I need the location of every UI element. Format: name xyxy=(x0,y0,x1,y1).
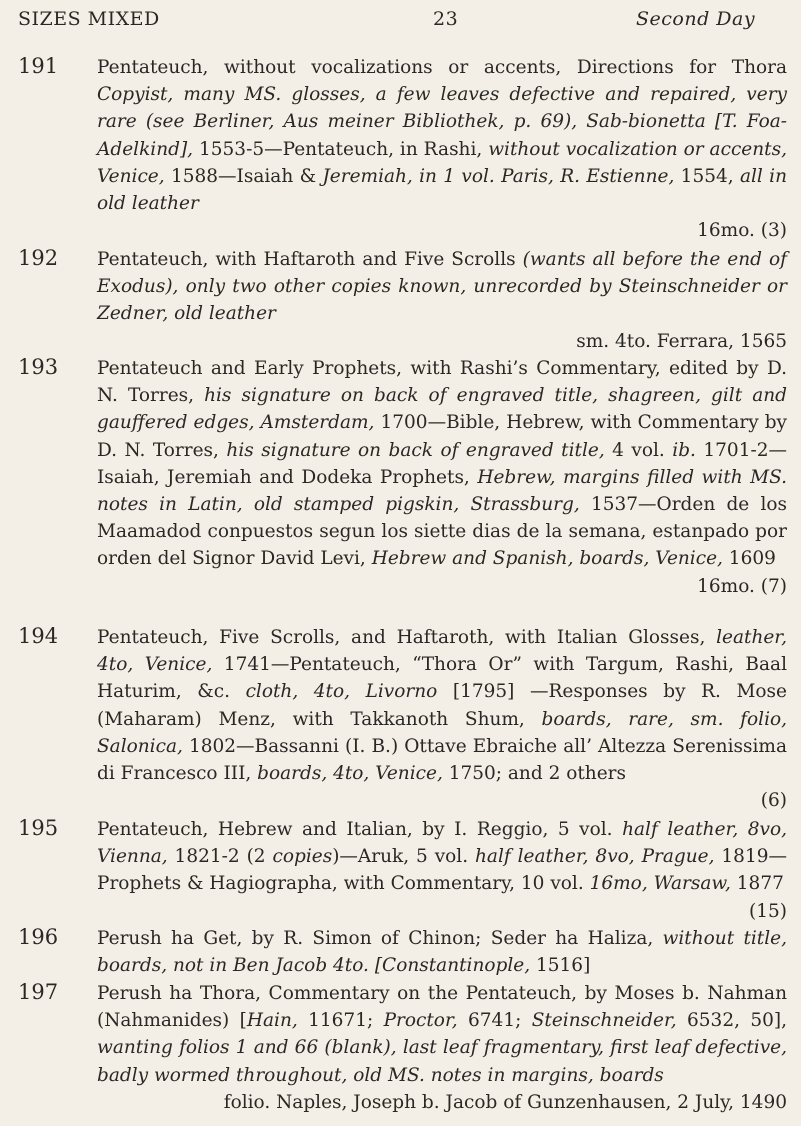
lot-text-run: 4 vol. xyxy=(604,439,673,461)
lot-text-run: Hain, xyxy=(246,1010,298,1032)
lot-text-run: boards, rare, sm. folio, Salonica, xyxy=(97,708,788,757)
lot-text-run: Proctor, xyxy=(383,1010,458,1032)
lot-text-run: )—Aruk, 5 vol. xyxy=(332,846,476,868)
lot-text-run: 1609 xyxy=(722,548,776,570)
lot-format: sm. 4to. Ferrara, 1565 xyxy=(576,330,787,352)
lot-text-run: half leather, 8vo, Vienna, xyxy=(97,819,788,868)
lot-text-run: 1588—Isaiah & xyxy=(164,165,323,187)
lot-number: 196 xyxy=(18,925,59,949)
lot-number: 194 xyxy=(18,624,59,648)
lot-text-run: Hebrew, margins filled with MS. notes in Latin, old stamped pigskin, Strassburg, xyxy=(97,466,787,516)
lot-description xyxy=(97,980,787,1116)
lot-text-run: Pentateuch, Five Scrolls, and Haftaroth, with Italian Glosses, xyxy=(97,627,717,648)
lot-text-run: Jeremiah, in 1 vol. Paris, R. Estienne, xyxy=(322,165,675,187)
lot-text-run: Perush ha Thora, Commentary on the Pentateuch, by Moses b. Nahman (Nahmanides) [ xyxy=(97,983,787,1032)
header-day-label: Second Day xyxy=(636,8,756,30)
lot-number: 197 xyxy=(18,980,59,1004)
lot-text-run: 1802—Bassanni (I. B.) Ottave Ebraiche all’ Altezza Serenissima di Francesco III, xyxy=(97,735,787,785)
lot-number: 195 xyxy=(18,816,59,840)
lot-format: folio. Naples, Joseph b. Jacob of Gunzenhausen, 2 July, 1490 xyxy=(223,1091,787,1113)
lot-format: (6) xyxy=(760,790,787,812)
lot-text-run: Copyist, many MS. glosses, a few leaves defective and repaired, very rare (see Berliner, Aus meiner Bibliothek, p. 69), Sab-bionetta [T. Foa-Adelkind], xyxy=(97,84,787,160)
lot-text-run: all in old leather xyxy=(97,165,787,215)
lot-text-run: 1741—Pentateuch, “Thora Or” with Targum, Rashi, Baal Haturim, &c. xyxy=(97,654,787,703)
page-number: 23 xyxy=(433,8,459,30)
lot-description xyxy=(97,246,787,355)
lot-text-run: 1516] xyxy=(530,955,591,977)
lot-text-run: 1700—Bible, Hebrew, with Commentary by D. N. Torres, xyxy=(97,412,787,461)
lot-text-run: (wants all before the end of Exodus), only two other copies known, unrecorded by Steinschneider or Zedner, old leather xyxy=(97,249,787,325)
lot-text-run: Pentateuch, Hebrew and Italian, by I. Reggio, 5 vol. xyxy=(97,819,623,840)
lot-text-run: leather, 4to, Venice, xyxy=(97,627,787,676)
lot-text-run: Pentateuch, with Haftaroth and Five Scrolls xyxy=(97,249,523,270)
lot-number: 192 xyxy=(18,246,59,270)
lot-text-run: his signature on back of engraved title, xyxy=(226,439,605,461)
lot-text-run: 6741; xyxy=(457,1010,532,1032)
lot-text-run: 1701-2—Isaiah, Jeremiah and Dodeka Prophets, xyxy=(97,439,787,488)
running-header xyxy=(18,8,788,38)
lot-text-run: [1795] —Responses by R. Mose (Maharam) Menz, with Takkanoth Shum, xyxy=(97,681,788,730)
lot-text-run: Perush ha Get, by R. Simon of Chinon; Seder ha Haliza, xyxy=(97,928,663,949)
lot-format: (15) xyxy=(749,900,787,922)
lot-text-run: copies xyxy=(272,846,333,868)
lot-description xyxy=(97,54,787,244)
lot-text-run: without vocalization or accents, Venice, xyxy=(97,138,787,187)
lot-text-run: 1819—Prophets & Hagiographa, with Commentary, 10 vol. xyxy=(97,846,787,895)
lot-number: 191 xyxy=(18,54,59,78)
header-section-title: SIZES MIXED xyxy=(18,8,160,30)
lot-text-run: 1554, xyxy=(674,165,740,187)
lot-text-run: without title, boards, not in Ben Jacob 4to. [Constantinople, xyxy=(97,928,787,977)
lot-text-run: Steinschneider, xyxy=(531,1010,677,1032)
lot-text-run: 6532, 50], xyxy=(676,1010,787,1032)
lot-number: 193 xyxy=(18,355,59,379)
lot-description xyxy=(97,816,787,925)
lot-text-run: cloth, 4to, Livorno xyxy=(245,681,438,703)
lot-text-run: 1821-2 (2 xyxy=(167,846,273,868)
lot-text-run: Hebrew and Spanish, boards, Venice, xyxy=(371,548,723,570)
lot-text-run: 1750; and 2 others xyxy=(442,763,626,785)
lot-text-run: ib. xyxy=(672,439,696,461)
lot-text-run: half leather, 8vo, Prague, xyxy=(475,846,715,868)
lot-text-run: 1537—Orden de los Maamadod conpuestos segun los siette dias de la semana, estanpado por orden del Signor David Levi, xyxy=(97,494,787,570)
lot-text-run: 1553-5—Pentateuch, in Rashi, xyxy=(193,138,489,160)
lot-text-run: Pentateuch, without vocalizations or accents, Directions for Thora xyxy=(97,57,787,78)
lot-text-run: his signature on back of engraved title, shagreen, gilt and gauffered edges, Amsterdam, xyxy=(97,385,787,434)
lot-format: 16mo. (7) xyxy=(697,575,787,597)
lot-text-run: Pentateuch and Early Prophets, with Rashi’s Commentary, edited by D. N. Torres, xyxy=(97,358,787,407)
lot-text-run: wanting folios 1 and 66 (blank), last leaf fragmentary, first leaf defective, badly wormed throughout, old MS. notes in margins, boards xyxy=(97,1037,787,1086)
lot-text-run: 11671; xyxy=(297,1010,384,1032)
lot-text-run: 1877 xyxy=(730,873,784,895)
lot-text-run: boards, 4to, Venice, xyxy=(257,763,443,785)
lot-description xyxy=(97,624,787,814)
lot-description xyxy=(97,925,787,979)
lot-format: 16mo. (3) xyxy=(697,220,787,242)
lot-description xyxy=(97,355,787,600)
lot-text-run: 16mo, Warsaw, xyxy=(589,873,731,895)
